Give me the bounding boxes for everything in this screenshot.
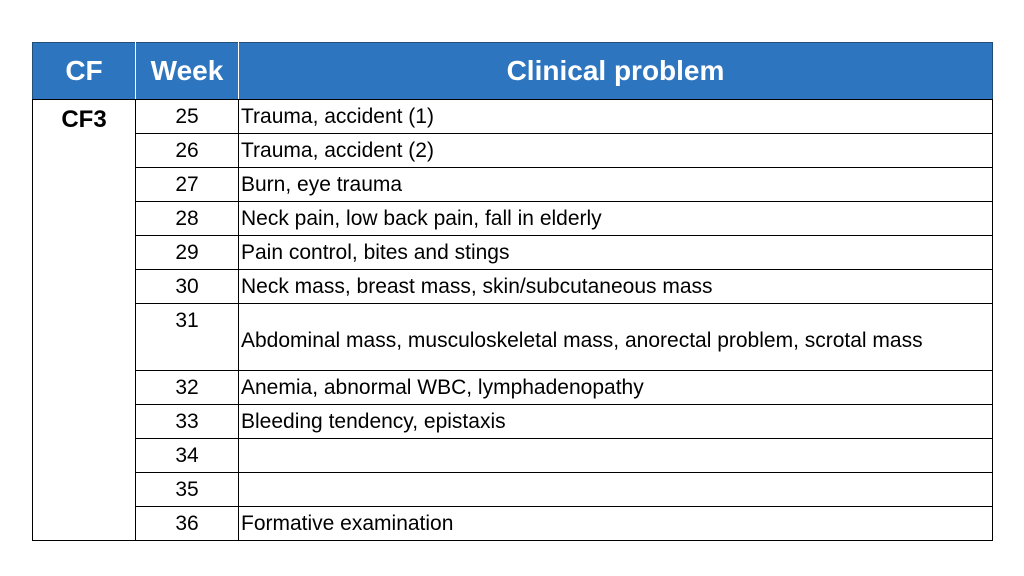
header-clinical-problem: Clinical problem: [239, 43, 993, 100]
problem-cell: Bleeding tendency, epistaxis: [239, 405, 993, 439]
week-cell: 25: [136, 100, 239, 134]
week-cell: 30: [136, 270, 239, 304]
table-row: [33, 473, 993, 507]
header-row: [33, 43, 993, 100]
problem-cell: Abdominal mass, musculoskeletal mass, anorectal problem, scrotal mass: [239, 304, 993, 371]
week-cell: 35: [136, 473, 239, 507]
problem-cell: [239, 439, 993, 473]
problem-cell: Trauma, accident (1): [239, 100, 993, 134]
table-row: [33, 168, 993, 202]
schedule-table: [32, 42, 993, 541]
table-row: [33, 270, 993, 304]
problem-cell: Neck mass, breast mass, skin/subcutaneous mass: [239, 270, 993, 304]
table-row: [33, 304, 993, 371]
problem-cell: Formative examination: [239, 507, 993, 541]
table-row: [33, 134, 993, 168]
week-cell: 32: [136, 371, 239, 405]
problem-cell: Pain control, bites and stings: [239, 236, 993, 270]
week-cell: 26: [136, 134, 239, 168]
week-cell: 34: [136, 439, 239, 473]
problem-cell: Burn, eye trauma: [239, 168, 993, 202]
table-row: [33, 405, 993, 439]
week-cell: 28: [136, 202, 239, 236]
week-cell: 29: [136, 236, 239, 270]
week-cell: 31: [136, 304, 239, 371]
header-cf: CF: [33, 43, 136, 100]
table-row: [33, 202, 993, 236]
problem-cell: Anemia, abnormal WBC, lymphadenopathy: [239, 371, 993, 405]
week-cell: 36: [136, 507, 239, 541]
week-cell: 27: [136, 168, 239, 202]
table-row: [33, 439, 993, 473]
table-row: [33, 100, 993, 134]
problem-cell: Trauma, accident (2): [239, 134, 993, 168]
problem-cell: [239, 473, 993, 507]
table-row: [33, 371, 993, 405]
cf-group-cell: CF3: [33, 100, 136, 541]
problem-cell: Neck pain, low back pain, fall in elderly: [239, 202, 993, 236]
header-week: Week: [136, 43, 239, 100]
table-row: [33, 507, 993, 541]
table-row: [33, 236, 993, 270]
week-cell: 33: [136, 405, 239, 439]
